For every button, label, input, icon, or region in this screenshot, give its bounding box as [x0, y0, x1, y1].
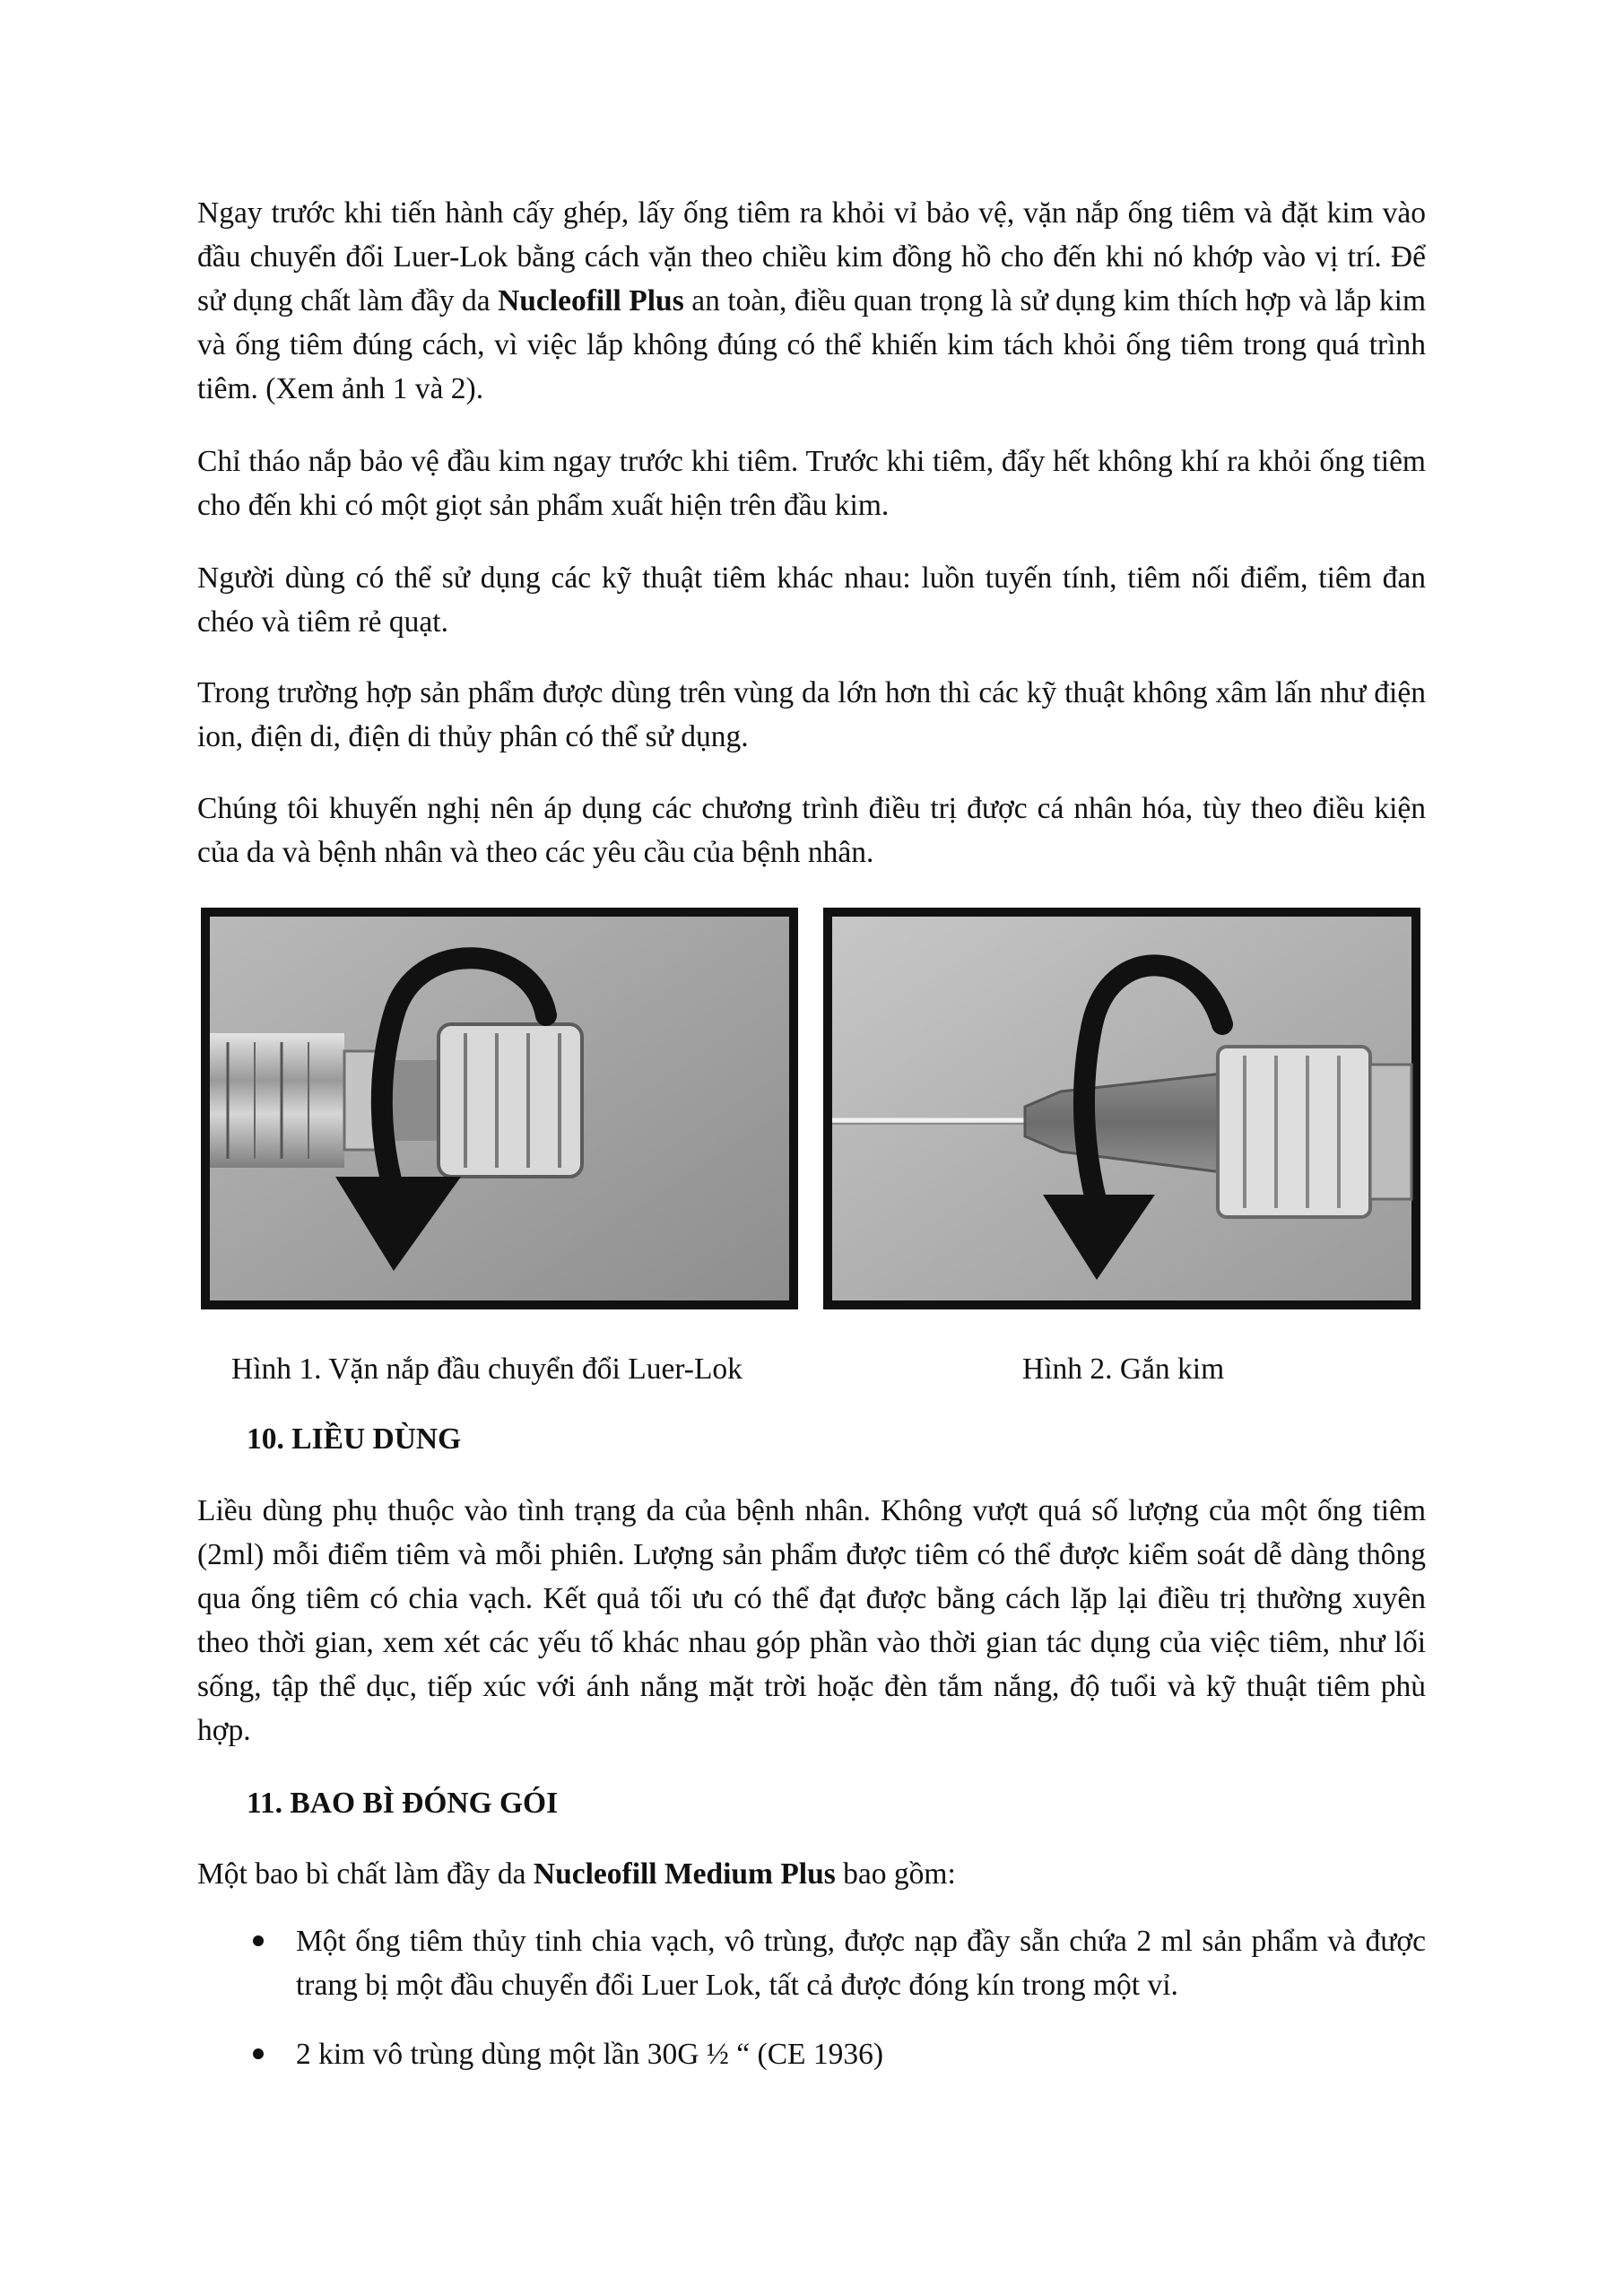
packaging-list: [197, 1919, 1426, 2076]
list-item: [197, 1919, 1426, 2007]
paragraph-text: Ngay trước khi tiến hành cấy ghép, lấy ống tiêm ra khỏi vỉ bảo vệ, vặn nắp ống tiêm và đặt kim vào đầu chuyển đổi Luer-Lok bằng cách vặn theo chiều kim đồng hồ cho đến khi nó khớp vào vị trí. Để sử dụng chất làm đầy da: [197, 196, 1426, 317]
figure-2-attach-needle-image: [823, 908, 1420, 1309]
paragraph-text: bao gồm:: [835, 1857, 956, 1891]
paragraph-needle-cap: Chỉ tháo nắp bảo vệ đầu kim ngay trước khi tiêm. Trước khi tiêm, đẩy hết không khí ra khỏi ống tiêm cho đến khi có một giọt sản phẩm xuất hiện trên đầu kim.: [197, 445, 1426, 522]
figure-1-caption: Hình 1. Vặn nắp đầu chuyển đổi Luer-Lok: [231, 1352, 743, 1386]
figure-1-luer-lok-image: [201, 908, 798, 1309]
paragraph-injection-techniques: Người dùng có thể sử dụng các kỹ thuật tiêm khác nhau: luồn tuyến tính, tiêm nối điểm, tiêm đan chéo và tiêm rẻ quạt.: [197, 561, 1426, 639]
paragraph-dosage: Liều dùng phụ thuộc vào tình trạng da của bệnh nhân. Không vượt quá số lượng của một ống tiêm (2ml) mỗi điểm tiêm và mỗi phiên. Lượng sản phẩm được tiêm có thể được kiểm soát dễ dàng thông qua ống tiêm có chia vạch. Kết quả tối ưu có thể đạt được bằng cách lặp lại điều trị thường xuyên theo thời gian, xem xét các yếu tố khác nhau góp phần vào thời gian tác dụng của việc tiêm, như lối sống, tập thể dục, tiếp xúc với ánh nắng mặt trời hoặc đèn tắm nắng, độ tuổi và kỹ thuật tiêm phù hợp.: [197, 1494, 1426, 1747]
list-item-text: Một ống tiêm thủy tinh chia vạch, vô trùng, được nạp đầy sẵn chứa 2 ml sản phẩm và được trang bị một đầu chuyển đổi Luer Lok, tất cả được đóng kín trong một vỉ.: [296, 1925, 1426, 2002]
figure-2-caption: Hình 2. Gắn kim: [1022, 1352, 1225, 1386]
product-name-bold: Nucleofill Medium Plus: [533, 1857, 836, 1891]
bullet-icon: [253, 2048, 264, 2059]
paragraph-assembly-instructions: [197, 191, 1426, 411]
list-item-text: 2 kim vô trùng dùng một lần 30G ½ “ (CE 1936): [296, 2038, 884, 2071]
section-11-heading: 11. BAO BÌ ĐÓNG GÓI: [247, 1787, 559, 1820]
paragraph-text: Một bao bì chất làm đầy da: [197, 1857, 534, 1891]
paragraph-packaging-intro: [197, 1852, 1426, 1896]
product-name-bold: Nucleofill Plus: [498, 284, 684, 317]
section-10-heading: 10. LIỀU DÙNG: [247, 1422, 462, 1456]
list-item: [197, 2032, 1426, 2076]
paragraph-personalized-treatment: Chúng tôi khuyến nghị nên áp dụng các chương trình điều trị được cá nhân hóa, tùy theo điều kiện của da và bệnh nhân và theo các yêu cầu của bệnh nhân.: [197, 792, 1426, 869]
paragraph-text: an toàn, điều quan trọng là sử dụng kim thích hợp và lắp kim và ống tiêm đúng cách, vì việc lắp không đúng có thể khiến kim tách khỏi ống tiêm trong quá trình tiêm. (Xem ảnh 1 và 2).: [197, 284, 1426, 405]
paragraph-large-area: Trong trường hợp sản phẩm được dùng trên vùng da lớn hơn thì các kỹ thuật không xâm lấn như điện ion, điện di, điện di thủy phân có thể sử dụng.: [197, 676, 1426, 753]
bullet-icon: [253, 1935, 264, 1946]
